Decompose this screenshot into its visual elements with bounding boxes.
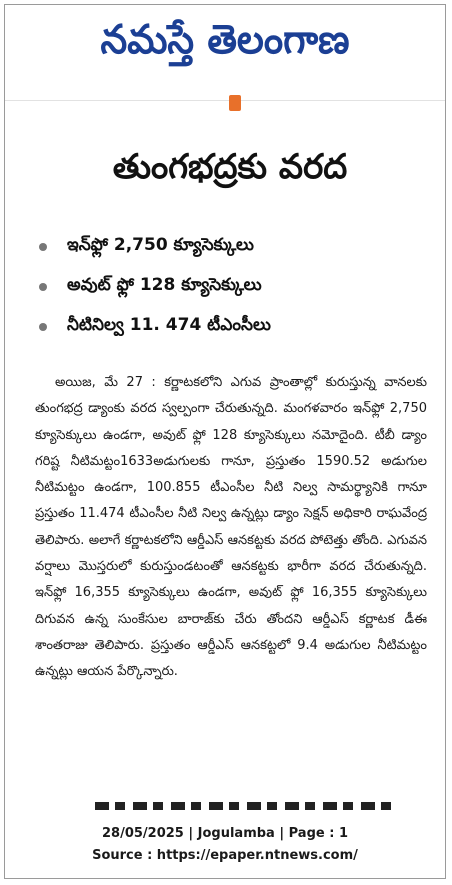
highlights-list bbox=[39, 227, 429, 347]
source-link[interactable]: Source : https://epaper.ntnews.com/ bbox=[92, 848, 358, 863]
footer-meta: 28/05/2025 | Jogulamba | Page : 1 bbox=[101, 826, 348, 841]
section-badge bbox=[229, 95, 241, 111]
highlight-text: అవుట్ ఫ్లో 128 క్యూసెక్కులు bbox=[67, 275, 262, 295]
page-frame bbox=[4, 4, 446, 879]
masthead-title: నమస్తే తెలంగాణ bbox=[100, 15, 350, 63]
highlight-text: ఇన్‌ఫ్లో 2,750 క్యూసెక్కులు bbox=[67, 235, 254, 255]
headline-text: తుంగభద్రకు వరద bbox=[112, 147, 348, 187]
bullet-icon bbox=[39, 323, 47, 331]
highlight-item bbox=[39, 307, 429, 347]
cut-off-next-headline bbox=[95, 798, 395, 810]
highlight-text: నీటినిల్వ 11. 474 టీఎంసీలు bbox=[67, 315, 271, 335]
divider bbox=[5, 100, 445, 101]
bullet-icon bbox=[39, 283, 47, 291]
highlight-item bbox=[39, 267, 429, 307]
masthead bbox=[25, 13, 425, 75]
footer bbox=[5, 823, 445, 867]
highlight-item bbox=[39, 227, 429, 267]
article-body: అయిజ, మే 27 : కర్ణాటకలోని ఎగువ ప్రాంతాల్లో కురుస్తున్న వానలకు తుంగభద్ర డ్యాంకు వరద స్వల్పంగా చేరుతున్నది. మంగళవారం ఇన్‌ఫ్లో 2,750 క్యూసెక్కులు ఉండగా, అవుట్ ఫ్లో 128 క్యూసెక్కులు నమోదైంది. టీబీ డ్యాం గరిష్ట నీటిమట్టం1633అడుగులకు గానూ, ప్రస్తుతం 1590.52 అడుగుల నీటిమట్టం ఉండగా, 100.855 టీఎంసీల నీటి నిల్వ సామర్థ్యానికి గానూ ప్రస్తుతం 11.474 టీఎంసీల నీటి నిల్వ ఉన్నట్లు డ్యాం సెక్షన్ అధికారి రాఘవేంద్ర తెలిపారు. అలాగే కర్ణాటకలోని ఆర్డీఎస్ ఆనకట్టకు వరద పోటెత్తు తోంది. ఎగువన వర్షాలు మొస్తరులో కురుస్తుండటంతో ఆనకట్టకు భారీగా వరద చేరుతున్నది. ఇన్‌ఫ్లో 16,355 క్యూసెక్కులు ఉండగా, అవుట్ ఫ్లో 16,355 క్యూసెక్కులు దిగువన ఉన్న సుంకేసుల బారాజ్‌కు చేరు తోందని ఆర్డీఎస్ కర్ణాటక డీఈ శాంతరాజు తెలిపారు. ప్రస్తుతం ఆర్డీఎస్ ఆనకట్టలో 9.4 అడుగుల నీటిమట్టం ఉన్నట్లు ఆయన పేర్కొన్నారు. bbox=[35, 375, 427, 680]
headline bbox=[35, 141, 425, 201]
bullet-icon bbox=[39, 243, 47, 251]
